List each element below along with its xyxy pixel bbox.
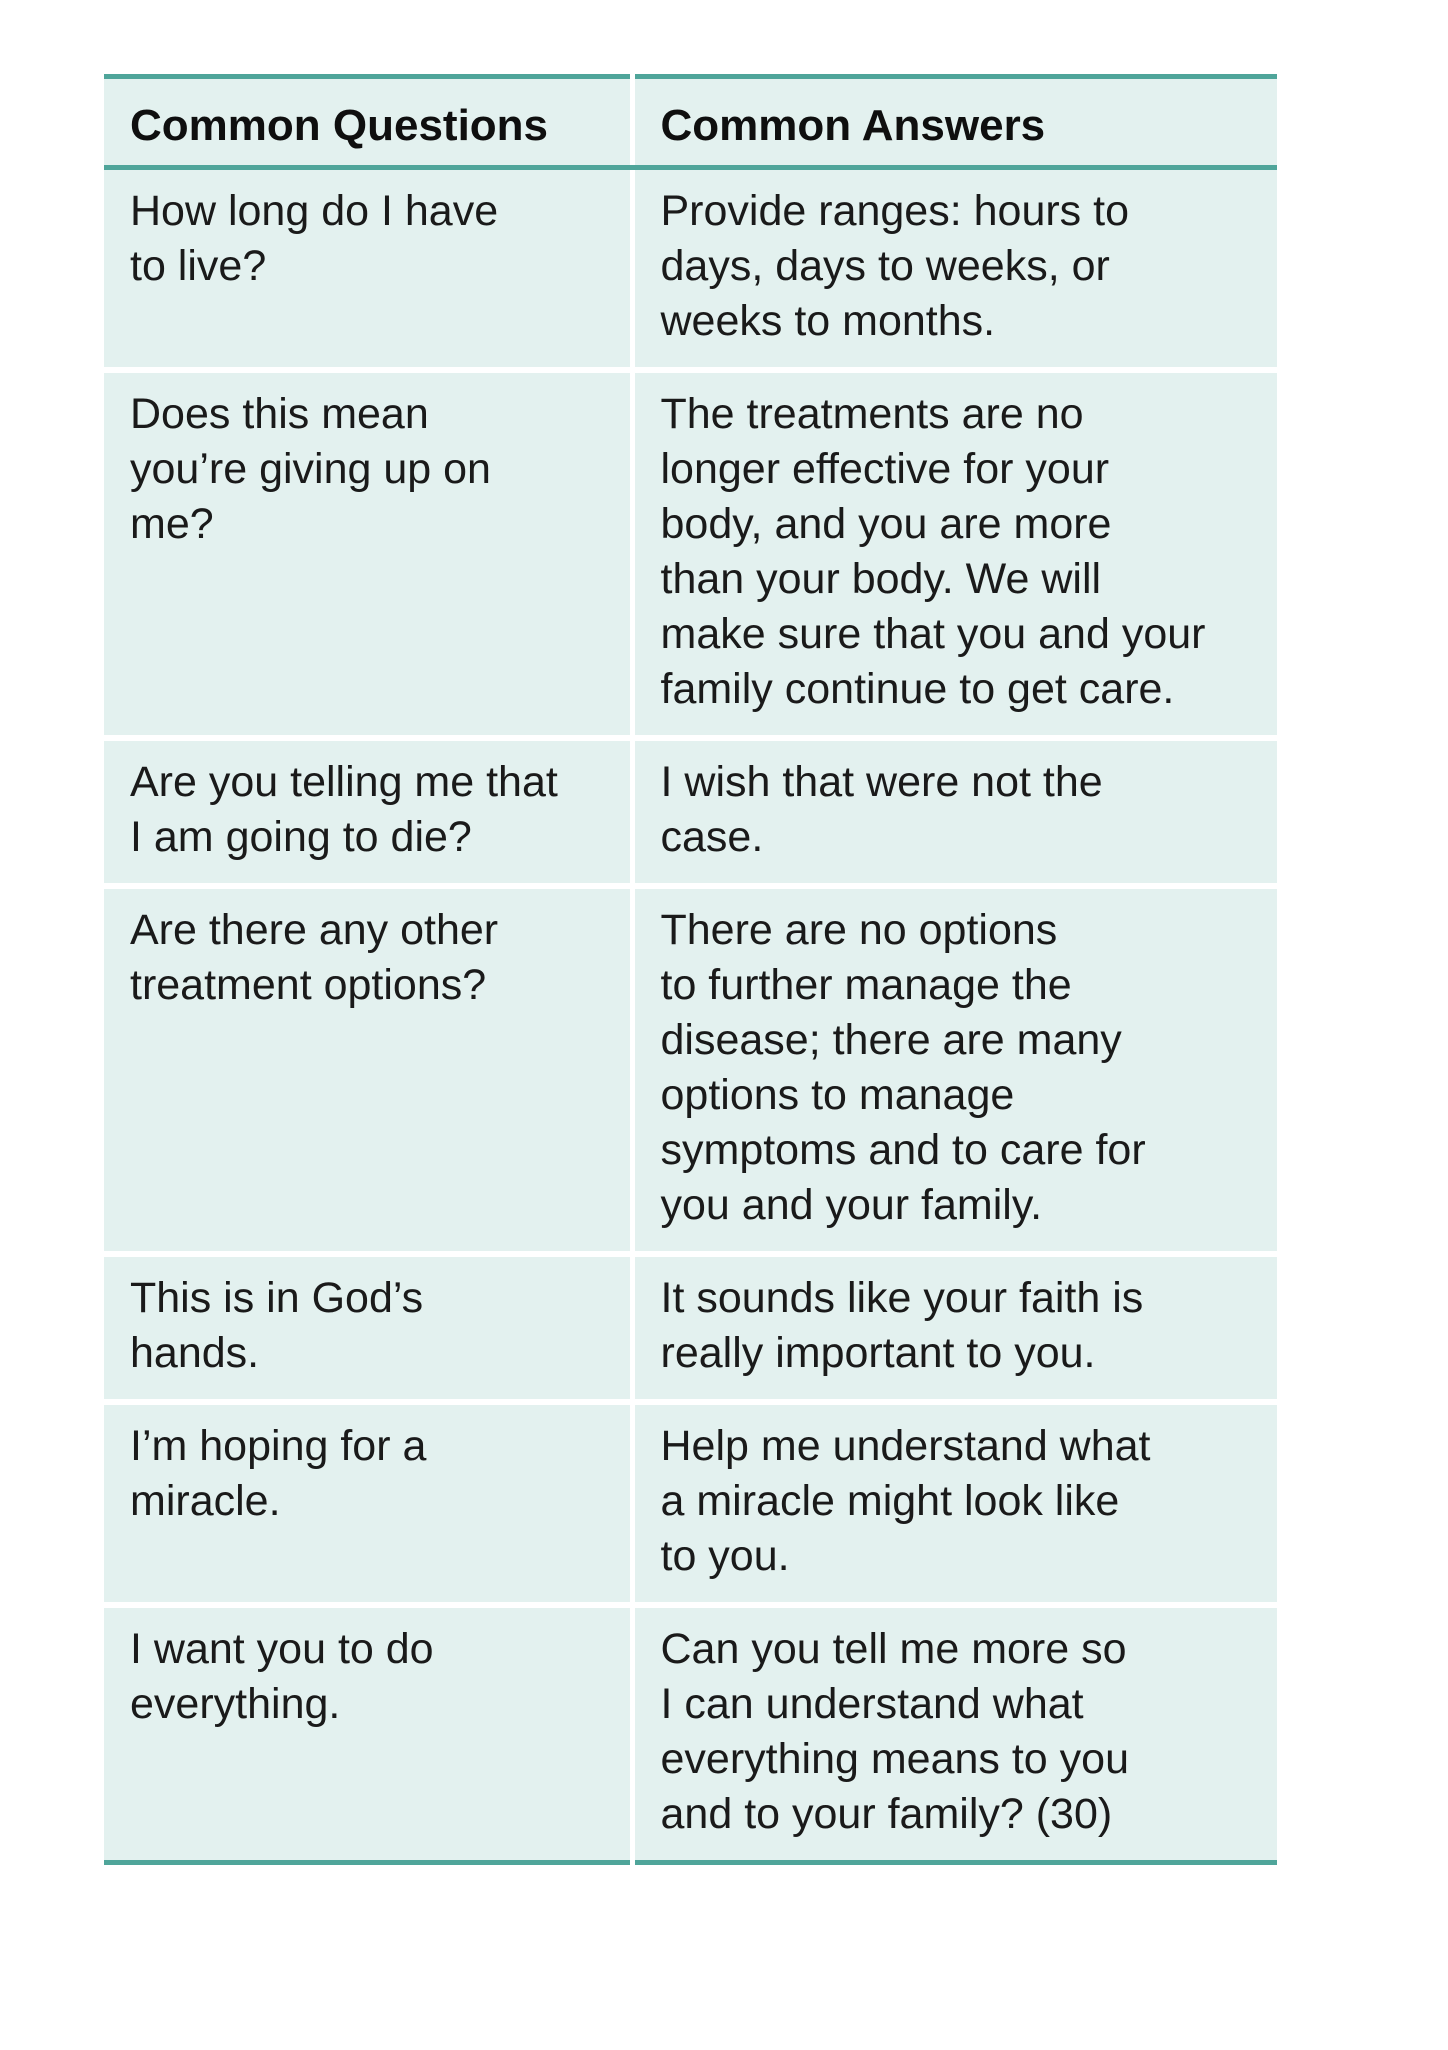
answer-cell xyxy=(632,886,1277,1254)
table-row xyxy=(104,1254,1277,1402)
question-text: Does this mean you’re giving up on me? xyxy=(130,390,491,548)
header-row xyxy=(104,77,1277,168)
table-header xyxy=(104,77,1277,168)
answer-text: Help me understand what a miracle might look like to you. xyxy=(660,1422,1151,1580)
question-cell xyxy=(104,370,632,738)
answer-cell xyxy=(632,738,1277,886)
question-cell xyxy=(104,1605,632,1863)
answer-text: Can you tell me more so I can understand what everything means to you and to your family? (30) xyxy=(660,1625,1129,1838)
table-row xyxy=(104,886,1277,1254)
table-row xyxy=(104,1402,1277,1605)
answer-cell xyxy=(632,168,1277,371)
answer-cell xyxy=(632,1605,1277,1863)
table-row xyxy=(104,1605,1277,1863)
question-cell xyxy=(104,1402,632,1605)
answer-text: I wish that were not the case. xyxy=(660,758,1103,861)
question-text: This is in God’s hands. xyxy=(130,1274,424,1377)
question-text: Are there any other treatment options? xyxy=(130,906,499,1009)
qa-table xyxy=(104,74,1277,1865)
table-row xyxy=(104,738,1277,886)
answer-text: There are no options to further manage the disease; there are many options to manage symptoms and to care for you and your family. xyxy=(660,906,1146,1229)
answer-text: The treatments are no longer effective for your body, and you are more than your body. We will make sure that you and your family continue to get care. xyxy=(660,390,1206,713)
answer-cell xyxy=(632,370,1277,738)
table-body xyxy=(104,168,1277,1863)
question-text: Are you telling me that I am going to die? xyxy=(130,758,558,861)
question-cell xyxy=(104,738,632,886)
answer-text: Provide ranges: hours to days, days to weeks, or weeks to months. xyxy=(660,187,1129,345)
question-text: I’m hoping for a miracle. xyxy=(130,1422,427,1525)
question-cell xyxy=(104,168,632,371)
table-row xyxy=(104,370,1277,738)
question-text: How long do I have to live? xyxy=(130,187,499,290)
table-row xyxy=(104,168,1277,371)
question-cell xyxy=(104,886,632,1254)
header-common-answers: Common Answers xyxy=(632,77,1277,168)
answer-cell xyxy=(632,1254,1277,1402)
question-text: I want you to do everything. xyxy=(130,1625,434,1728)
answer-cell xyxy=(632,1402,1277,1605)
answer-text: It sounds like your faith is really important to you. xyxy=(660,1274,1144,1377)
question-cell xyxy=(104,1254,632,1402)
header-common-questions: Common Questions xyxy=(104,77,632,168)
